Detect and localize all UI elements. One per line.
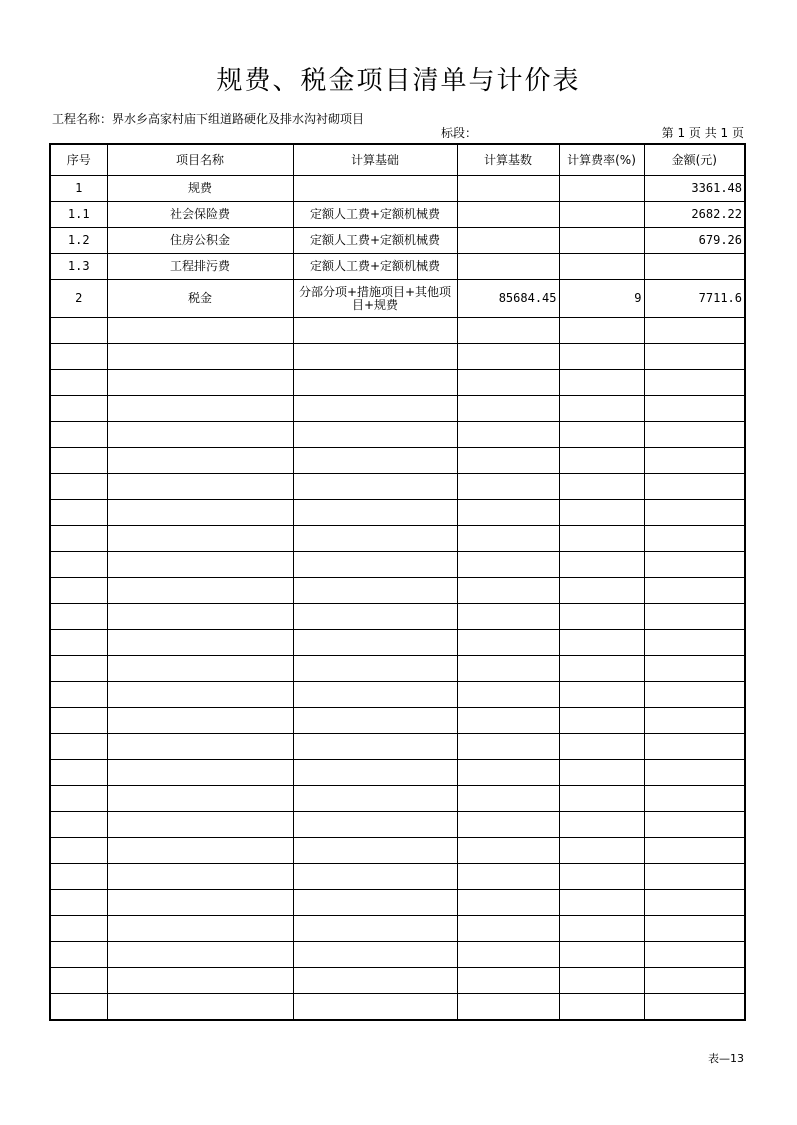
empty-cell — [50, 708, 107, 734]
cell-rate — [559, 202, 644, 228]
empty-cell — [457, 474, 559, 500]
empty-cell — [107, 526, 293, 552]
empty-cell — [644, 318, 745, 344]
empty-cell — [457, 344, 559, 370]
empty-cell — [457, 734, 559, 760]
empty-cell — [457, 422, 559, 448]
empty-cell — [50, 890, 107, 916]
empty-cell — [559, 344, 644, 370]
cell-no: 1.1 — [50, 202, 107, 228]
empty-cell — [293, 318, 457, 344]
project-name: 工程名称：界水乡高家村庙下组道路硬化及排水沟衬砌项目 — [52, 112, 365, 126]
empty-row — [50, 604, 745, 630]
empty-cell — [50, 682, 107, 708]
cell-rate — [559, 228, 644, 254]
empty-cell — [644, 474, 745, 500]
empty-cell — [107, 422, 293, 448]
empty-cell — [457, 760, 559, 786]
cell-name: 规费 — [107, 176, 293, 202]
empty-cell — [107, 448, 293, 474]
cell-name: 工程排污费 — [107, 254, 293, 280]
empty-cell — [107, 734, 293, 760]
empty-cell — [644, 526, 745, 552]
empty-row — [50, 422, 745, 448]
header-no: 序号 — [50, 144, 107, 176]
empty-cell — [107, 968, 293, 994]
table-number: 表—13 — [708, 1052, 744, 1065]
cell-basis: 定额人工费+定额机械费 — [293, 254, 457, 280]
empty-cell — [457, 448, 559, 474]
empty-cell — [50, 812, 107, 838]
empty-cell — [107, 396, 293, 422]
empty-cell — [50, 500, 107, 526]
empty-row — [50, 630, 745, 656]
empty-cell — [293, 500, 457, 526]
cell-no: 1 — [50, 176, 107, 202]
empty-cell — [559, 630, 644, 656]
empty-cell — [644, 838, 745, 864]
empty-cell — [559, 708, 644, 734]
cell-rate — [559, 176, 644, 202]
empty-cell — [107, 760, 293, 786]
empty-cell — [50, 760, 107, 786]
empty-row — [50, 942, 745, 968]
empty-cell — [457, 812, 559, 838]
empty-cell — [107, 500, 293, 526]
empty-row — [50, 656, 745, 682]
empty-cell — [107, 890, 293, 916]
empty-cell — [293, 760, 457, 786]
empty-cell — [457, 890, 559, 916]
empty-cell — [50, 422, 107, 448]
empty-cell — [293, 578, 457, 604]
empty-cell — [559, 604, 644, 630]
empty-cell — [50, 786, 107, 812]
empty-cell — [457, 396, 559, 422]
cell-amount: 3361.48 — [644, 176, 745, 202]
empty-cell — [293, 838, 457, 864]
empty-row — [50, 786, 745, 812]
empty-cell — [293, 552, 457, 578]
empty-cell — [559, 396, 644, 422]
empty-cell — [559, 734, 644, 760]
empty-cell — [559, 448, 644, 474]
cell-no: 2 — [50, 280, 107, 318]
empty-cell — [293, 864, 457, 890]
empty-cell — [559, 942, 644, 968]
empty-row — [50, 812, 745, 838]
cell-amount — [644, 254, 745, 280]
header-basis: 计算基础 — [293, 144, 457, 176]
table-row — [50, 202, 745, 228]
empty-cell — [457, 370, 559, 396]
empty-cell — [50, 578, 107, 604]
empty-cell — [50, 604, 107, 630]
empty-cell — [457, 630, 559, 656]
cell-amount: 7711.6 — [644, 280, 745, 318]
empty-cell — [559, 552, 644, 578]
empty-cell — [293, 786, 457, 812]
empty-row — [50, 994, 745, 1021]
empty-cell — [50, 474, 107, 500]
empty-cell — [644, 604, 745, 630]
empty-cell — [644, 500, 745, 526]
empty-cell — [293, 422, 457, 448]
empty-cell — [107, 864, 293, 890]
empty-cell — [644, 396, 745, 422]
empty-row — [50, 682, 745, 708]
empty-cell — [107, 656, 293, 682]
empty-cell — [559, 994, 644, 1021]
empty-cell — [559, 916, 644, 942]
empty-cell — [644, 630, 745, 656]
empty-cell — [50, 994, 107, 1021]
empty-row — [50, 864, 745, 890]
empty-cell — [559, 578, 644, 604]
empty-row — [50, 760, 745, 786]
table-row — [50, 176, 745, 202]
empty-cell — [457, 578, 559, 604]
cell-basis: 定额人工费+定额机械费 — [293, 202, 457, 228]
empty-cell — [107, 474, 293, 500]
empty-cell — [293, 994, 457, 1021]
empty-cell — [457, 526, 559, 552]
empty-cell — [559, 864, 644, 890]
cell-rate — [559, 254, 644, 280]
empty-cell — [107, 916, 293, 942]
empty-cell — [559, 890, 644, 916]
empty-cell — [644, 916, 745, 942]
empty-row — [50, 916, 745, 942]
empty-cell — [107, 630, 293, 656]
empty-cell — [559, 370, 644, 396]
empty-row — [50, 526, 745, 552]
cell-name: 住房公积金 — [107, 228, 293, 254]
empty-cell — [107, 838, 293, 864]
empty-cell — [107, 318, 293, 344]
table-header-row — [50, 144, 745, 176]
empty-cell — [644, 994, 745, 1021]
empty-cell — [644, 890, 745, 916]
table-row — [50, 254, 745, 280]
empty-cell — [644, 682, 745, 708]
empty-cell — [457, 786, 559, 812]
empty-cell — [644, 422, 745, 448]
empty-cell — [50, 396, 107, 422]
empty-cell — [293, 890, 457, 916]
cell-basis: 分部分项+措施项目+其他项目+规费 — [293, 280, 457, 318]
cell-base — [457, 176, 559, 202]
empty-row — [50, 396, 745, 422]
empty-cell — [50, 526, 107, 552]
empty-cell — [559, 968, 644, 994]
empty-cell — [107, 682, 293, 708]
page-number: 第 1 页 共 1 页 — [661, 126, 744, 140]
empty-cell — [50, 864, 107, 890]
empty-cell — [50, 968, 107, 994]
empty-cell — [50, 552, 107, 578]
empty-cell — [50, 942, 107, 968]
empty-cell — [644, 968, 745, 994]
empty-cell — [559, 786, 644, 812]
empty-cell — [293, 448, 457, 474]
empty-cell — [107, 344, 293, 370]
empty-cell — [457, 656, 559, 682]
empty-cell — [644, 864, 745, 890]
empty-cell — [293, 968, 457, 994]
empty-cell — [293, 812, 457, 838]
empty-cell — [107, 552, 293, 578]
table-row — [50, 228, 745, 254]
empty-row — [50, 708, 745, 734]
empty-cell — [50, 734, 107, 760]
empty-cell — [457, 994, 559, 1021]
empty-cell — [559, 812, 644, 838]
empty-row — [50, 370, 745, 396]
empty-cell — [644, 760, 745, 786]
empty-cell — [644, 370, 745, 396]
empty-cell — [559, 500, 644, 526]
empty-cell — [293, 656, 457, 682]
empty-cell — [293, 734, 457, 760]
empty-cell — [293, 396, 457, 422]
empty-row — [50, 838, 745, 864]
cell-no: 1.3 — [50, 254, 107, 280]
empty-row — [50, 500, 745, 526]
empty-cell — [457, 916, 559, 942]
empty-cell — [457, 838, 559, 864]
cell-base: 85684.45 — [457, 280, 559, 318]
empty-cell — [457, 708, 559, 734]
empty-cell — [107, 812, 293, 838]
empty-cell — [457, 604, 559, 630]
empty-cell — [107, 786, 293, 812]
empty-cell — [107, 942, 293, 968]
empty-cell — [293, 344, 457, 370]
empty-cell — [293, 916, 457, 942]
empty-row — [50, 474, 745, 500]
empty-cell — [457, 682, 559, 708]
empty-cell — [559, 526, 644, 552]
empty-row — [50, 318, 745, 344]
empty-cell — [50, 630, 107, 656]
empty-cell — [293, 708, 457, 734]
empty-cell — [107, 604, 293, 630]
empty-cell — [644, 344, 745, 370]
empty-row — [50, 734, 745, 760]
empty-cell — [50, 916, 107, 942]
cell-amount: 2682.22 — [644, 202, 745, 228]
empty-cell — [50, 838, 107, 864]
empty-cell — [559, 474, 644, 500]
empty-cell — [107, 370, 293, 396]
empty-row — [50, 578, 745, 604]
empty-cell — [559, 838, 644, 864]
empty-cell — [293, 630, 457, 656]
empty-cell — [50, 370, 107, 396]
empty-cell — [559, 656, 644, 682]
empty-cell — [293, 942, 457, 968]
empty-cell — [457, 864, 559, 890]
cell-basis: 定额人工费+定额机械费 — [293, 228, 457, 254]
empty-row — [50, 968, 745, 994]
empty-row — [50, 552, 745, 578]
empty-cell — [457, 942, 559, 968]
fee-tax-table — [49, 143, 746, 1021]
empty-cell — [457, 968, 559, 994]
empty-row — [50, 890, 745, 916]
empty-cell — [293, 682, 457, 708]
cell-base — [457, 228, 559, 254]
table-row — [50, 280, 745, 318]
empty-cell — [644, 942, 745, 968]
cell-amount: 679.26 — [644, 228, 745, 254]
empty-cell — [644, 786, 745, 812]
empty-cell — [293, 370, 457, 396]
header-base: 计算基数 — [457, 144, 559, 176]
empty-cell — [50, 344, 107, 370]
header-amount: 金额(元) — [644, 144, 745, 176]
cell-base — [457, 254, 559, 280]
empty-cell — [644, 552, 745, 578]
empty-cell — [644, 734, 745, 760]
empty-cell — [644, 812, 745, 838]
empty-cell — [559, 682, 644, 708]
cell-no: 1.2 — [50, 228, 107, 254]
empty-cell — [644, 578, 745, 604]
empty-cell — [644, 656, 745, 682]
empty-cell — [644, 708, 745, 734]
empty-cell — [457, 500, 559, 526]
page-title: 规费、税金项目清单与计价表 — [216, 66, 581, 96]
empty-cell — [559, 760, 644, 786]
empty-cell — [50, 448, 107, 474]
empty-cell — [293, 526, 457, 552]
empty-cell — [644, 448, 745, 474]
header-item-name: 项目名称 — [107, 144, 293, 176]
empty-cell — [107, 708, 293, 734]
empty-cell — [559, 318, 644, 344]
empty-cell — [50, 656, 107, 682]
empty-cell — [50, 318, 107, 344]
empty-cell — [107, 994, 293, 1021]
empty-cell — [293, 474, 457, 500]
empty-cell — [559, 422, 644, 448]
empty-row — [50, 448, 745, 474]
empty-row — [50, 344, 745, 370]
cell-basis — [293, 176, 457, 202]
empty-cell — [293, 604, 457, 630]
empty-cell — [457, 552, 559, 578]
cell-name: 社会保险费 — [107, 202, 293, 228]
cell-name: 税金 — [107, 280, 293, 318]
header-rate: 计算费率(%) — [559, 144, 644, 176]
cell-base — [457, 202, 559, 228]
empty-cell — [107, 578, 293, 604]
cell-rate: 9 — [559, 280, 644, 318]
empty-cell — [457, 318, 559, 344]
section-label: 标段： — [441, 126, 478, 140]
